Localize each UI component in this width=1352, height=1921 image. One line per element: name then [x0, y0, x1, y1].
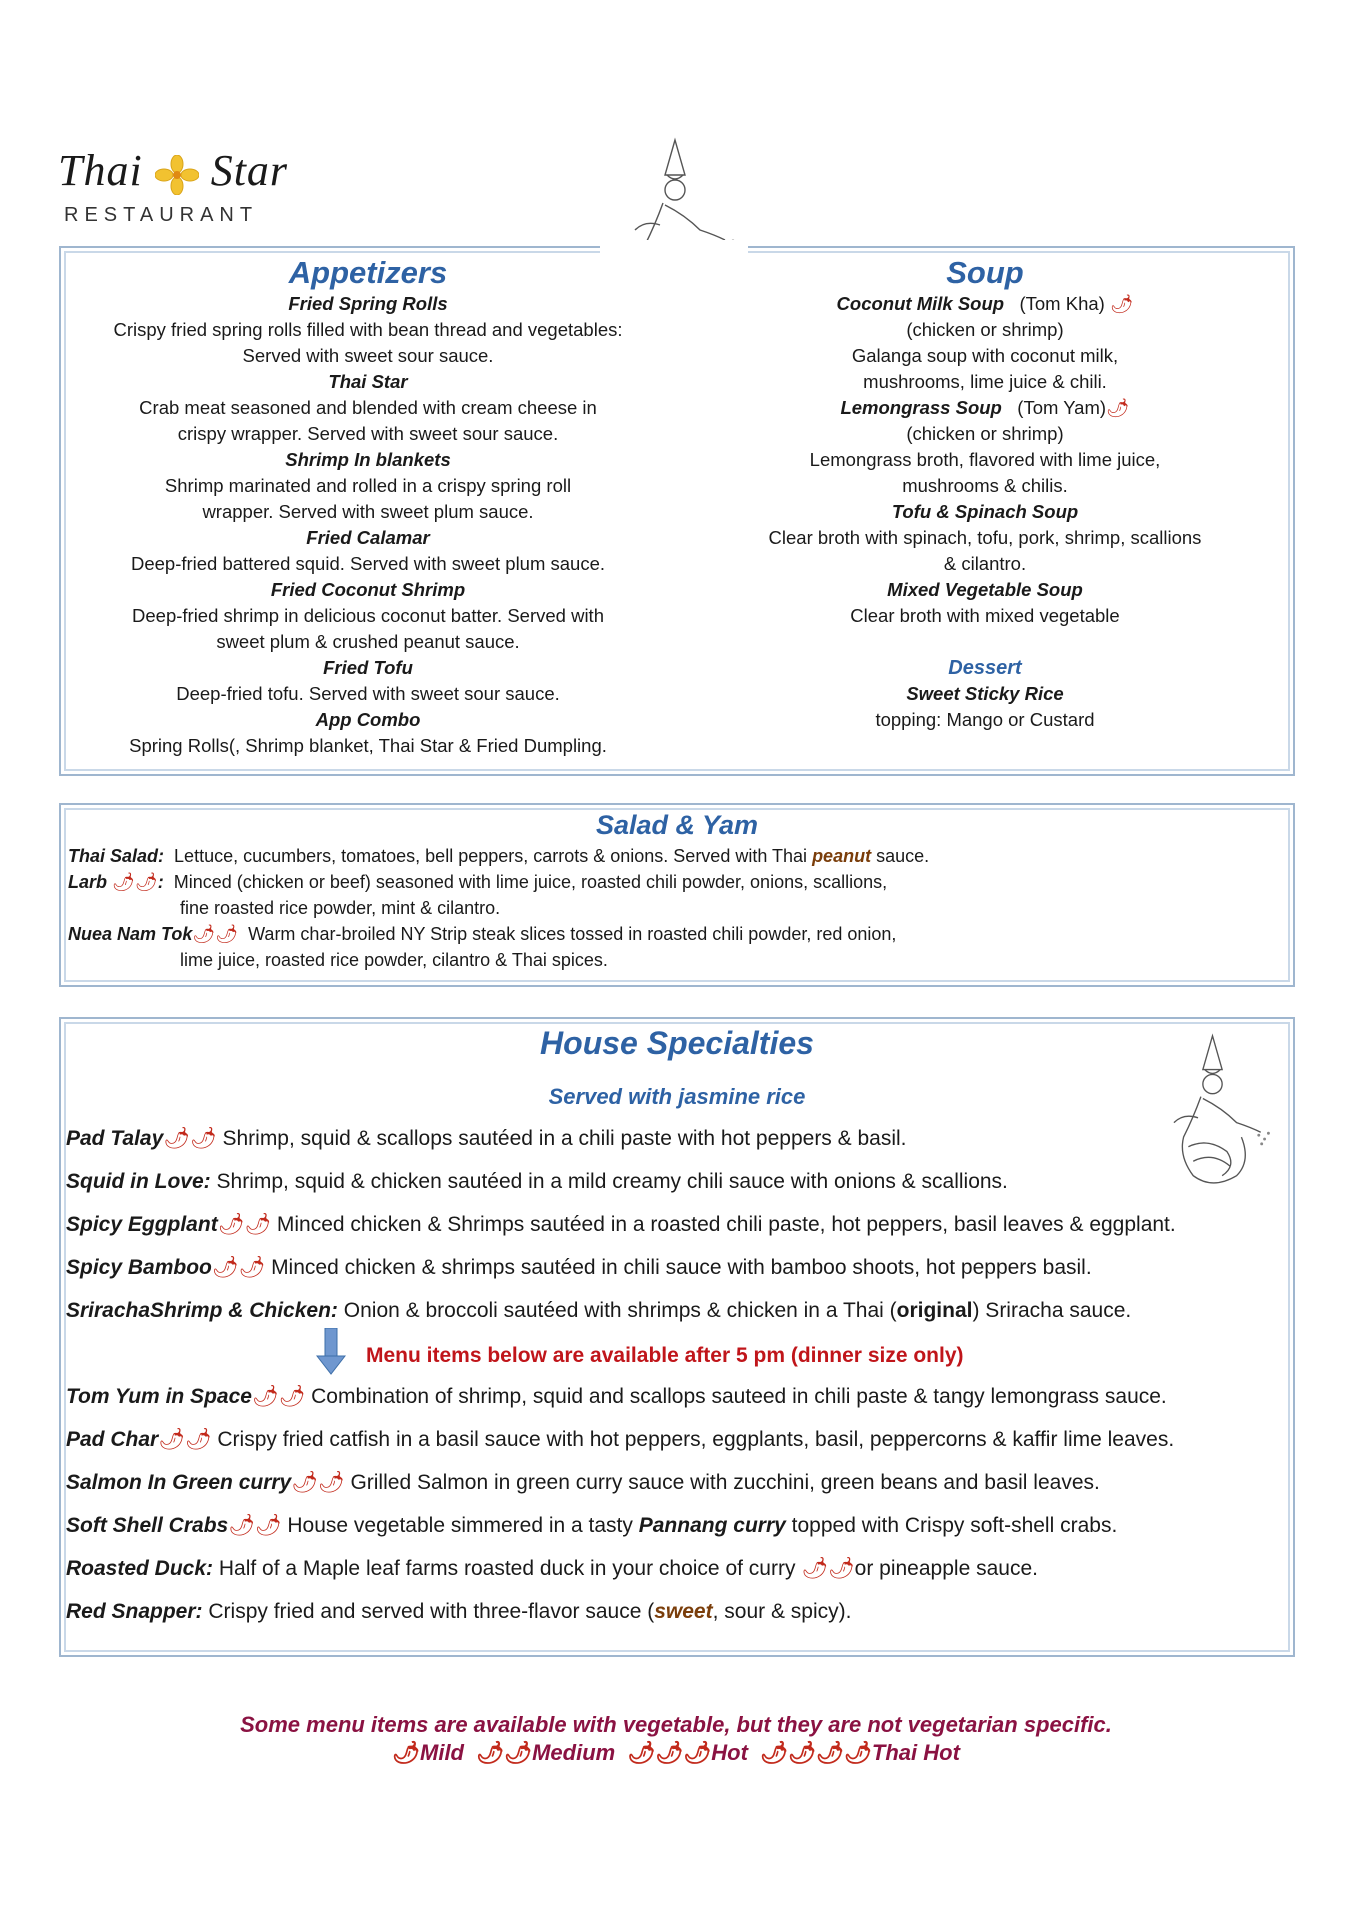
soup-item-header: Coconut Milk Soup (Tom Kha) 🌶 [836, 293, 1134, 314]
chili-icon: 🌶 [158, 1428, 185, 1451]
chili-icon: 🌶 [134, 872, 158, 892]
salad-title: Salad & Yam [595, 810, 759, 840]
appetizer-desc: Spring Rolls(, Shrimp blanket, Thai Star & Fried Dumpling. [129, 735, 607, 756]
salad-larb: Larb 🌶🌶: Minced (chicken or beef) seasoned with lime juice, roasted chili powder, onions, scallions, [68, 872, 888, 892]
salad-larb-cont: fine roasted rice powder, mint & cilantro. [180, 898, 501, 918]
chili-icon: 🌶 [211, 1256, 239, 1279]
house-item: Spicy Bamboo🌶🌶 Minced chicken & shrimps sautéed in chili sauce with bamboo shoots, hot peppers basil. [66, 1256, 1092, 1279]
appetizer-desc: Shrimp marinated and rolled in a crispy spring roll wrapper. Served with sweet plum sauce. [164, 475, 572, 522]
chili-icon: 🌶 [112, 872, 135, 892]
chili-icon: 🌶 [843, 1740, 872, 1765]
dessert-desc: topping: Mango or Custard [875, 709, 1095, 730]
spice-thai-hot: Thai Hot [871, 1740, 960, 1765]
house-item: Roasted Duck: Half of a Maple leaf farms roasted duck in your choice of curry 🌶🌶or pineapple sauce. [66, 1557, 1038, 1580]
chili-icon: 🌶 [238, 1256, 266, 1279]
appetizer-name: Fried Coconut Shrimp [270, 579, 466, 600]
soup-desc: Lemongrass broth, flavored with lime juice, mushrooms & chilis. [809, 449, 1161, 496]
soup-note: (chicken or shrimp) [906, 319, 1064, 340]
house-item: Spicy Eggplant🌶🌶 Minced chicken & Shrimps sautéed in a roasted chili paste, hot peppers, basil leaves & eggplant. [66, 1213, 1176, 1236]
chili-icon: 🌶 [215, 924, 239, 944]
chili-icon: 🌶 [163, 1127, 190, 1150]
chili-icon: 🌶 [217, 1213, 245, 1236]
flower-icon [155, 155, 199, 195]
spice-legend [0, 1740, 1352, 1766]
chili-icon: 🌶 [189, 1127, 217, 1150]
chili-icon: 🌶 [278, 1385, 306, 1408]
house-item: Salmon In Green curry🌶🌶 Grilled Salmon in green curry sauce with zucchini, green beans and basil leaves. [66, 1471, 1100, 1494]
logo-subtitle: RESTAURANT [64, 204, 259, 226]
chili-icon: 🌶 [184, 1428, 212, 1451]
house-item: Soft Shell Crabs🌶🌶 House vegetable simmered in a tasty Pannang curry topped with Crispy soft-shell crabs. [66, 1514, 1118, 1537]
chili-icon: 🌶 [788, 1740, 817, 1765]
spice-mild: Mild [420, 1740, 464, 1765]
soup-name: Mixed Vegetable Soup [887, 579, 1083, 600]
house-item: Red Snapper: Crispy fried and served with three-flavor sauce (sweet, sour & spicy). [66, 1600, 852, 1623]
dessert-name: Sweet Sticky Rice [906, 683, 1064, 704]
chili-icon: 🌶 [627, 1740, 656, 1765]
chili-icon: 🌶 [827, 1557, 855, 1580]
chili-icon: 🌶 [392, 1740, 420, 1765]
chili-icon: 🌶 [251, 1385, 279, 1408]
chili-icon: 🌶 [504, 1740, 533, 1765]
appetizers-title: Appetizers [288, 255, 448, 290]
logo-name-left: Thai [58, 146, 143, 195]
appetizer-desc: Crab meat seasoned and blended with cream cheese in crispy wrapper. Served with sweet sour sauce. [139, 397, 597, 444]
chili-icon: 🌶 [1106, 397, 1130, 418]
appetizer-name: Shrimp In blankets [285, 449, 451, 470]
logo-name [58, 145, 288, 196]
chili-icon: 🌶 [760, 1740, 789, 1765]
appetizer-desc: Crispy fried spring rolls filled with bean thread and vegetables: Served with sweet sour sauce. [113, 319, 623, 366]
chili-icon: 🌶 [476, 1740, 505, 1765]
soup-name: Tofu & Spinach Soup [891, 501, 1079, 522]
dinner-notice: Menu items below are available after 5 pm (dinner size only) [366, 1344, 964, 1367]
chili-icon: 🌶 [244, 1213, 272, 1236]
chili-icon: 🌶 [291, 1471, 318, 1494]
salad-nuea-cont: lime juice, roasted rice powder, cilantro & Thai spices. [180, 950, 608, 970]
chili-icon: 🌶 [655, 1740, 684, 1765]
house-subtitle: Served with jasmine rice [548, 1084, 806, 1109]
soup-column [760, 255, 1210, 733]
house-item: Tom Yum in Space🌶🌶 Combination of shrimp, squid and scallops sauteed in chili paste & tangy lemongrass sauce. [66, 1385, 1167, 1408]
border-gap [600, 240, 748, 254]
thai-dancer-illustration-small [1145, 1028, 1280, 1198]
salad-thai: Thai Salad: Lettuce, cucumbers, tomatoes, bell peppers, carrots & onions. Served with Thai peanut sauce. [68, 846, 930, 866]
house-item: Pad Char🌶🌶 Crispy fried catfish in a basil sauce with hot peppers, eggplants, basil, peppercorns & kaffir lime leaves. [66, 1428, 1175, 1451]
salad-nuea: Nuea Nam Tok🌶🌶 Warm char-broiled NY Strip steak slices tossed in roasted chili powder, red onion, [68, 924, 897, 944]
appetizer-name: Thai Star [328, 371, 408, 392]
appetizer-desc: Deep-fried battered squid. Served with sweet plum sauce. [130, 553, 606, 574]
chili-icon: 🌶 [1109, 293, 1134, 314]
soup-desc: Clear broth with spinach, tofu, pork, shrimp, scallions & cilantro. [768, 527, 1202, 574]
soup-title: Soup [946, 255, 1024, 290]
appetizer-name: Fried Spring Rolls [288, 293, 448, 314]
spice-medium: Medium [532, 1740, 616, 1765]
appetizer-name: Fried Tofu [323, 657, 413, 678]
appetizer-name: App Combo [315, 709, 421, 730]
chili-icon: 🌶 [801, 1557, 828, 1580]
appetizer-name: Fried Calamar [306, 527, 430, 548]
appetizer-desc: Deep-fried tofu. Served with sweet sour sauce. [176, 683, 560, 704]
appetizers-column [62, 255, 674, 759]
chili-icon: 🌶 [683, 1740, 712, 1765]
house-item: Squid in Love: Shrimp, squid & chicken sautéed in a mild creamy chili sauce with onions & scallions. [66, 1170, 1008, 1193]
soup-desc: Clear broth with mixed vegetable [850, 605, 1120, 626]
chili-icon: 🌶 [317, 1471, 345, 1494]
soup-item-header: Lemongrass Soup (Tom Yam)🌶 [840, 397, 1130, 418]
logo-name-right: Star [210, 146, 289, 195]
down-arrow-icon [316, 1328, 346, 1376]
soup-note: (chicken or shrimp) [906, 423, 1064, 444]
footer-disclaimer: Some menu items are available with vegetable, but they are not vegetarian specific. [240, 1712, 1112, 1737]
house-title: House Specialties [540, 1025, 814, 1061]
soup-desc: Galanga soup with coconut milk, mushrooms, lime juice & chili. [851, 345, 1119, 392]
chili-icon: 🌶 [816, 1740, 844, 1765]
spice-hot: Hot [711, 1740, 748, 1765]
house-item: SrirachaShrimp & Chicken: Onion & broccoli sautéed with shrimps & chicken in a Thai (original) Sriracha sauce. [66, 1299, 1132, 1322]
dessert-title: Dessert [948, 657, 1022, 679]
house-item: Pad Talay🌶🌶 Shrimp, squid & scallops sautéed in a chili paste with hot peppers & basil. [66, 1127, 907, 1150]
chili-icon: 🌶 [228, 1514, 255, 1537]
appetizer-desc: Deep-fried shrimp in delicious coconut batter. Served with sweet plum & crushed peanut sauce. [132, 605, 604, 652]
chili-icon: 🌶 [254, 1514, 282, 1537]
chili-icon: 🌶 [192, 924, 216, 944]
